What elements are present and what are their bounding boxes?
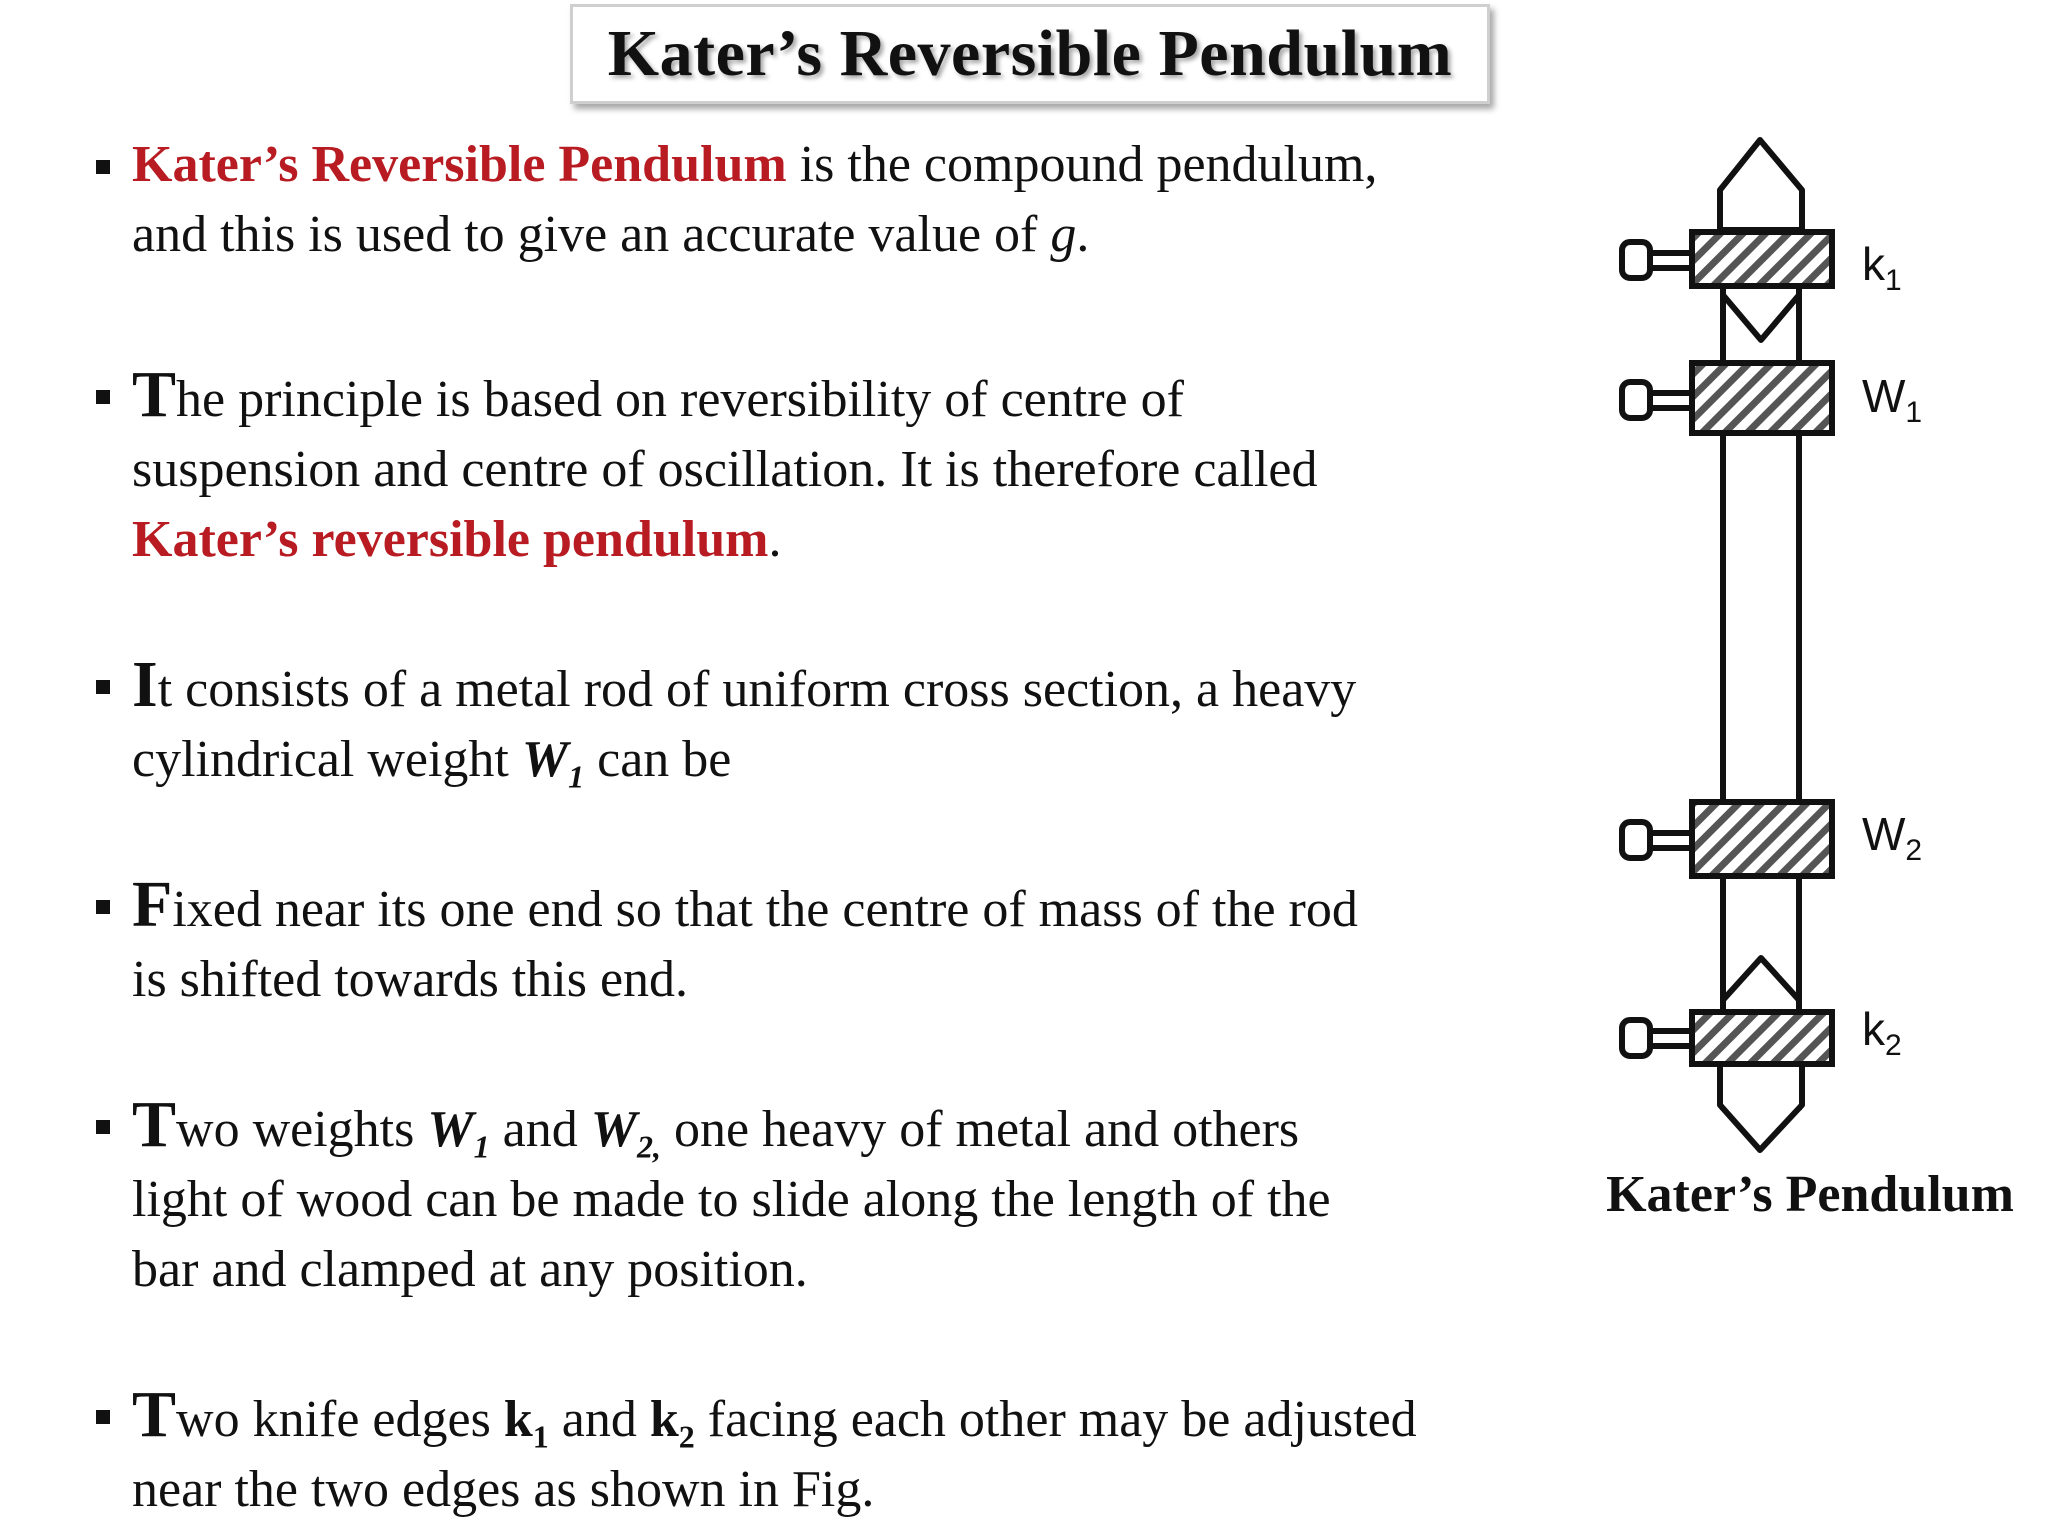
symbol-g: g: [1050, 206, 1077, 263]
screw-icon: [1622, 822, 1692, 858]
bullet-text: Fixed near its one end so that the centre of mass of the rod is shifted towards this end.: [132, 868, 1358, 1008]
page-title: Kater’s Reversible Pendulum: [607, 17, 1453, 90]
katers-pendulum-diagram: [1580, 120, 2040, 1200]
highlight-term: Kater’s Reversible Pendulum: [132, 136, 787, 193]
label-k1: $k_1$: [1862, 238, 1902, 297]
symbol-k2: k: [649, 1391, 679, 1448]
bullet-marker: [96, 390, 110, 404]
top-knife-tip: [1720, 140, 1802, 230]
screw-icon: [1622, 242, 1692, 278]
label-k2: $k_2$: [1862, 1003, 1902, 1062]
highlight-term: Kater’s reversible pendulum: [132, 511, 769, 568]
label-w2: $W_2$: [1862, 808, 1923, 867]
knife-edge-k1: [1723, 295, 1799, 340]
bullet-text: It consists of a metal rod of uniform cross section, a heavy cylindrical weight $W_1$ can be: [132, 648, 1357, 795]
title-box: [570, 4, 1490, 104]
bullet-item: [90, 1090, 1560, 1305]
bullet-item: [90, 360, 1560, 575]
bullet-text: Kater’s Reversible Pendulum is the compound pendulum, and this is used to give an accurate value of g.: [132, 136, 1378, 263]
block-k2: [1692, 1012, 1832, 1064]
bullet-marker: [96, 1410, 110, 1424]
bullet-item: [90, 650, 1560, 795]
bullet-text: Two knife edges $k_1$ and $k_2$ facing each other may be adjusted near the two edges as shown in Fig.: [132, 1378, 1417, 1518]
screw-icon: [1622, 382, 1692, 418]
block-w2: [1692, 802, 1832, 876]
bullet-marker: [96, 1120, 110, 1134]
bullet-item: [90, 1380, 1560, 1525]
symbol-w1: W: [427, 1101, 474, 1158]
block-k1: [1692, 232, 1832, 286]
symbol-w1: W: [521, 731, 569, 788]
symbol-w2: W: [590, 1101, 637, 1158]
bullet-item: [90, 130, 1560, 270]
label-w1: $W_1$: [1862, 370, 1923, 429]
knife-edge-k2: [1723, 958, 1799, 1000]
bullet-text: Two weights $W_1$ and $W_{2,}$ one heavy of metal and others light of wood can be made to slide along the length of the bar and clamped at any position.: [132, 1088, 1331, 1298]
bullet-text: The principle is based on reversibility of centre of suspension and centre of oscillation. It is therefore called Kater’s reversible pendulum.: [132, 358, 1318, 568]
bottom-knife-tip: [1720, 1060, 1802, 1150]
block-w1: [1692, 363, 1832, 433]
bullet-marker: [96, 680, 110, 694]
symbol-k1: k: [503, 1391, 533, 1448]
bullet-marker: [96, 160, 110, 174]
screw-icon: [1622, 1020, 1692, 1056]
figure-caption: Kater’s Pendulum: [1606, 1166, 2014, 1223]
bullet-marker: [96, 900, 110, 914]
bullet-item: [90, 870, 1560, 1015]
